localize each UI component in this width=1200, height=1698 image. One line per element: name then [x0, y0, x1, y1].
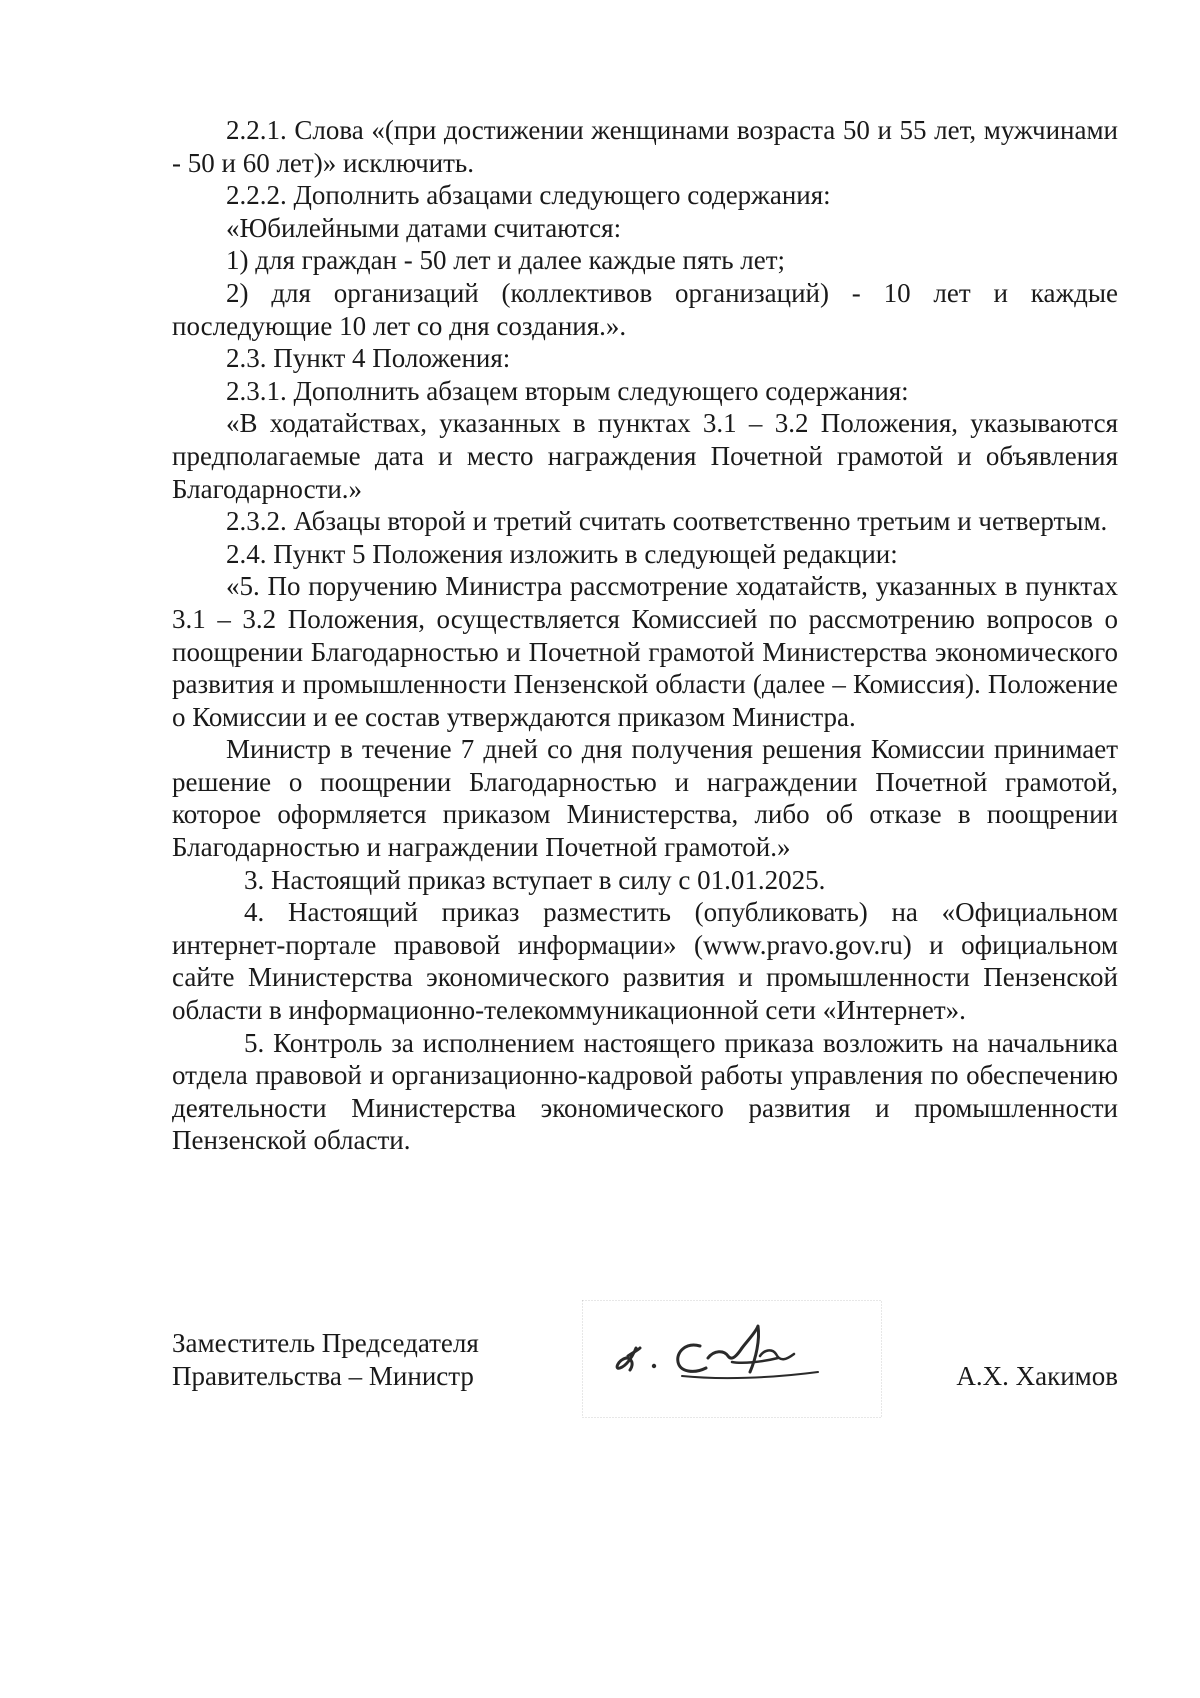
signatory-title-line-1: Заместитель Председателя: [172, 1328, 479, 1358]
paragraph-petitions-quote: «В ходатайствах, указанных в пунктах 3.1 – 3.2 Положения, указываются предполагаемые дата и место награждения Почетной грамотой и объявления Благодарности.»: [172, 408, 1118, 504]
handwritten-signature-icon: [582, 1300, 882, 1418]
paragraph-2-2-2: 2.2.2. Дополнить абзацами следующего содержания:: [226, 180, 831, 211]
signatory-title-line-2: Правительства – Министр: [172, 1361, 474, 1391]
paragraph-jubilee-intro: «Юбилейными датами считаются:: [226, 212, 622, 243]
paragraph-minister-decision: Министр в течение 7 дней со дня получения решения Комиссии принимает решение о поощрении Благодарностью и награждении Почетной грамотой, которое оформляется приказом Министерства, либо об отказе в поощрении Благодарностью и награждении Почетной грамотой.»: [172, 734, 1118, 863]
signatory-title: [172, 1327, 532, 1393]
paragraph-item-5-quote: «5. По поручению Министра рассмотрение ходатайств, указанных в пунктах 3.1 – 3.2 Положения, осуществляется Комиссией по рассмотрению вопросов о поощрении Благодарностью и Почетной грамотой Министерства экономического развития и промышленности Пензенской области (далее – Комиссия). Положение о Комиссии и ее состав утверждаются приказом Министра.: [172, 571, 1118, 732]
paragraph-3-effective-date: 3. Настоящий приказ вступает в силу с 01.01.2025.: [244, 864, 826, 895]
signature-block: [172, 1300, 1118, 1430]
paragraph-2-4: 2.4. Пункт 5 Положения изложить в следующей редакции:: [226, 538, 898, 569]
paragraph-2-3-1: 2.3.1. Дополнить абзацем вторым следующего содержания:: [226, 375, 909, 406]
paragraph-4-publication: 4. Настоящий приказ разместить (опубликовать) на «Официальном интернет-портале правовой информации» (www.pravo.gov.ru) и официальном сайте Министерства экономического развития и промышленности Пензенской области в информационно-телекоммуникационной сети «Интернет».: [172, 897, 1118, 1026]
signatory-name: А.Х. Хакимов: [956, 1361, 1118, 1391]
paragraph-5-control: 5. Контроль за исполнением настоящего приказа возложить на начальника отдела правовой и организационно-кадровой работы управления по обеспечению деятельности Министерства экономического развития и промышленности Пензенской области.: [172, 1027, 1118, 1156]
document-body: [172, 114, 1118, 1157]
paragraph-2-2-1: 2.2.1. Слова «(при достижении женщинами возраста 50 и 55 лет, мужчинами - 50 и 60 лет)» исключить.: [172, 115, 1118, 178]
paragraph-2-3-2: 2.3.2. Абзацы второй и третий считать соответственно третьим и четвертым.: [226, 506, 1108, 537]
paragraph-jubilee-organizations: 2) для организаций (коллективов организаций) - 10 лет и каждые последующие 10 лет со дня создания.».: [172, 277, 1118, 341]
paragraph-2-3: 2.3. Пункт 4 Положения:: [226, 343, 511, 374]
paragraph-jubilee-citizens: 1) для граждан - 50 лет и далее каждые пять лет;: [226, 245, 786, 276]
